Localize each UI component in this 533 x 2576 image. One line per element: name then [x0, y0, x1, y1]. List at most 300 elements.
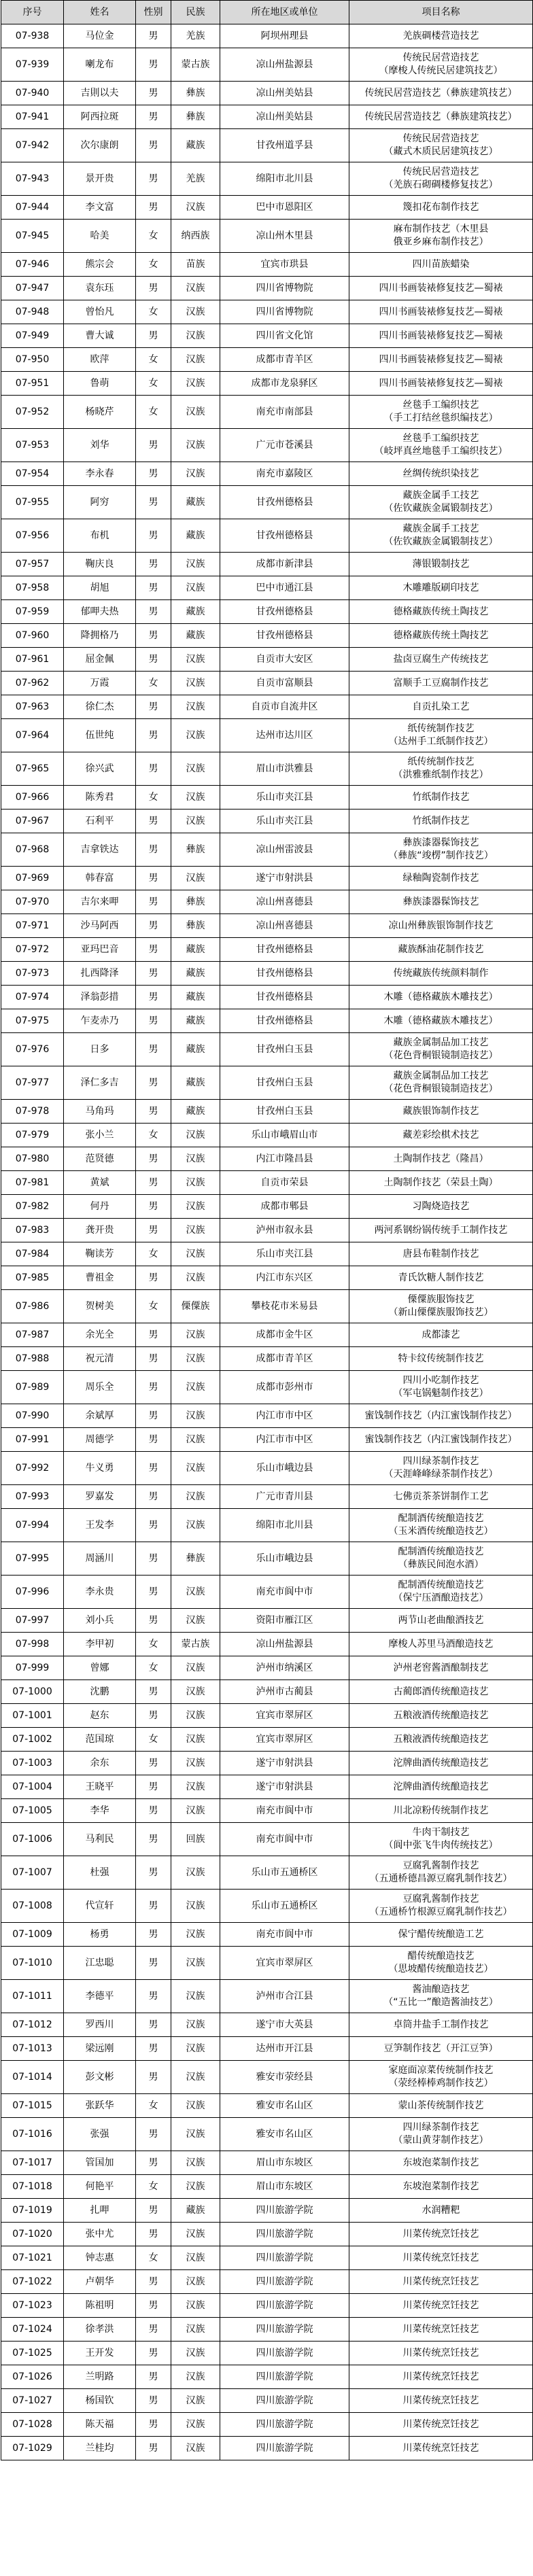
project-cell: 五粮液酒传统酿造技艺: [349, 1704, 533, 1728]
region-cell: 巴中市通江县: [220, 576, 349, 600]
ethnicity-cell: 汉族: [171, 2365, 220, 2389]
serial-cell: 07-999: [1, 1656, 64, 1680]
serial-cell: 07-943: [1, 162, 64, 196]
ethnicity-cell: 汉族: [171, 1452, 220, 1485]
project-cell: 德格藏族传统土陶技艺: [349, 600, 533, 624]
name-cell: 马位金: [64, 24, 136, 48]
table-row: [1, 1147, 533, 1171]
region-cell: 乐山市峨眉山市: [220, 1124, 349, 1147]
ethnicity-cell: 汉族: [171, 2389, 220, 2413]
table-row: [1, 867, 533, 890]
table-row: [1, 48, 533, 82]
project-cell: 川菜传统烹饪技艺: [349, 2318, 533, 2342]
project-cell: 两节山老曲酿酒技艺: [349, 1609, 533, 1633]
name-cell: 王发李: [64, 1509, 136, 1542]
gender-cell: 男: [136, 1452, 171, 1485]
ethnicity-cell: 汉族: [171, 1242, 220, 1266]
ethnicity-cell: 汉族: [171, 2246, 220, 2270]
gender-cell: 女: [136, 372, 171, 396]
project-cell: 四川书画装裱修复技艺—蜀裱: [349, 348, 533, 372]
name-cell: 曹大诚: [64, 324, 136, 348]
name-cell: 马角玛: [64, 1100, 136, 1124]
name-cell: 杜强: [64, 1856, 136, 1890]
table-row: [1, 1633, 533, 1656]
serial-cell: 07-1020: [1, 2223, 64, 2246]
serial-cell: 07-1029: [1, 2437, 64, 2460]
ethnicity-cell: 汉族: [171, 1323, 220, 1347]
serial-cell: 07-1022: [1, 2270, 64, 2294]
region-cell: 眉山市东坡区: [220, 2151, 349, 2175]
name-cell: 亚玛巴音: [64, 938, 136, 962]
project-cell: 水润糟粑: [349, 2199, 533, 2223]
project-cell: 土陶制作技艺（隆昌）: [349, 1147, 533, 1171]
name-cell: 祝元清: [64, 1347, 136, 1371]
region-cell: 宜宾市翠屏区: [220, 1728, 349, 1752]
ethnicity-cell: 汉族: [171, 2118, 220, 2151]
region-cell: 自贡市大安区: [220, 648, 349, 672]
gender-cell: 男: [136, 2365, 171, 2389]
name-cell: 阿西拉斑: [64, 105, 136, 129]
serial-cell: 07-985: [1, 1266, 64, 1290]
name-cell: 陈秀君: [64, 786, 136, 810]
inheritor-table: [1, 0, 533, 2460]
gender-cell: 男: [136, 1947, 171, 1980]
serial-cell: 07-991: [1, 1428, 64, 1452]
project-cell: 丝毯手工编织技艺 （岐坪真丝地毯手工编织技艺）: [349, 429, 533, 462]
ethnicity-cell: 汉族: [171, 648, 220, 672]
ethnicity-cell: 羌族: [171, 162, 220, 196]
gender-cell: 男: [136, 810, 171, 833]
table-row: [1, 1033, 533, 1066]
table-row: [1, 1728, 533, 1752]
region-cell: 南充市阆中市: [220, 1576, 349, 1609]
region-cell: 内江市市中区: [220, 1404, 349, 1428]
project-cell: 藏族银饰制作技艺: [349, 1100, 533, 1124]
gender-cell: 男: [136, 986, 171, 1009]
gender-cell: 女: [136, 348, 171, 372]
project-cell: 羌族碉楼营造技艺: [349, 24, 533, 48]
name-cell: 江忠聪: [64, 1947, 136, 1980]
region-cell: 乐山市夹江县: [220, 786, 349, 810]
serial-cell: 07-951: [1, 372, 64, 396]
name-cell: 吉拿铁达: [64, 833, 136, 867]
table-row: [1, 462, 533, 486]
region-cell: 甘孜州白玉县: [220, 1066, 349, 1100]
name-cell: 赵东: [64, 1704, 136, 1728]
region-cell: 雅安市荥经县: [220, 2061, 349, 2094]
project-cell: 藏族金属制品加工技艺 （花色背桐银镜制造技艺）: [349, 1066, 533, 1100]
region-cell: 达州市达川区: [220, 719, 349, 752]
ethnicity-cell: 汉族: [171, 348, 220, 372]
serial-cell: 07-994: [1, 1509, 64, 1542]
project-cell: 木雕雕版刷印技艺: [349, 576, 533, 600]
table-row: [1, 24, 533, 48]
project-cell: 薄银锻制技艺: [349, 553, 533, 576]
name-cell: 余光全: [64, 1323, 136, 1347]
project-cell: 土陶制作技艺（荣县土陶）: [349, 1171, 533, 1195]
name-cell: 陈天福: [64, 2413, 136, 2437]
table-row: [1, 1775, 533, 1799]
project-cell: 竹纸制作技艺: [349, 786, 533, 810]
name-cell: 鲁萌: [64, 372, 136, 396]
region-cell: 南充市南部县: [220, 396, 349, 429]
name-cell: 马利民: [64, 1823, 136, 1856]
name-cell: 降拥格乃: [64, 624, 136, 648]
table-row: [1, 277, 533, 300]
ethnicity-cell: 汉族: [171, 2342, 220, 2365]
serial-cell: 07-1019: [1, 2199, 64, 2223]
gender-cell: 男: [136, 833, 171, 867]
region-cell: 四川省博物院: [220, 300, 349, 324]
name-cell: 何丹: [64, 1195, 136, 1219]
gender-cell: 男: [136, 1823, 171, 1856]
ethnicity-cell: 汉族: [171, 1509, 220, 1542]
name-cell: 鞠读芳: [64, 1242, 136, 1266]
name-cell: 王晓平: [64, 1775, 136, 1799]
project-cell: 蜜饯制作技艺（内江蜜饯制作技艺）: [349, 1404, 533, 1428]
table-row: [1, 2061, 533, 2094]
ethnicity-cell: 汉族: [171, 2318, 220, 2342]
name-cell: 范国琼: [64, 1728, 136, 1752]
project-cell: 藏族金属手工技艺 （佐钦藏族金属锻制技艺）: [349, 519, 533, 553]
name-cell: 余东: [64, 1752, 136, 1775]
gender-cell: 女: [136, 672, 171, 695]
table-row: [1, 1124, 533, 1147]
table-row: [1, 1452, 533, 1485]
project-cell: 传统民居营造技艺（彝族建筑技艺）: [349, 82, 533, 105]
ethnicity-cell: 汉族: [171, 1219, 220, 1242]
project-cell: 牛肉干制技艺 （阆中张飞牛肉传统技艺）: [349, 1823, 533, 1856]
table-row: [1, 2151, 533, 2175]
project-cell: 川菜传统烹饪技艺: [349, 2437, 533, 2460]
serial-cell: 07-957: [1, 553, 64, 576]
table-row: [1, 2013, 533, 2037]
gender-cell: 男: [136, 1266, 171, 1290]
gender-cell: 男: [136, 129, 171, 162]
gender-cell: 男: [136, 1371, 171, 1404]
project-cell: 东坡泡菜制作技艺: [349, 2175, 533, 2199]
gender-cell: 男: [136, 576, 171, 600]
ethnicity-cell: 汉族: [171, 1171, 220, 1195]
table-row: [1, 2199, 533, 2223]
project-cell: 藏差彩绘棋术技艺: [349, 1124, 533, 1147]
ethnicity-cell: 汉族: [171, 2037, 220, 2061]
ethnicity-cell: 汉族: [171, 2175, 220, 2199]
name-cell: 彭文彬: [64, 2061, 136, 2094]
serial-cell: 07-964: [1, 719, 64, 752]
header-name: 姓名: [64, 1, 136, 24]
serial-cell: 07-963: [1, 695, 64, 719]
gender-cell: 男: [136, 890, 171, 914]
name-cell: 泽翁彭措: [64, 986, 136, 1009]
region-cell: 四川省文化馆: [220, 324, 349, 348]
gender-cell: 男: [136, 1856, 171, 1890]
gender-cell: 男: [136, 719, 171, 752]
region-cell: 四川旅游学院: [220, 2318, 349, 2342]
name-cell: 梁远刚: [64, 2037, 136, 2061]
region-cell: 四川旅游学院: [220, 2199, 349, 2223]
ethnicity-cell: 汉族: [171, 1752, 220, 1775]
project-cell: 习陶烧造技艺: [349, 1195, 533, 1219]
ethnicity-cell: 汉族: [171, 1704, 220, 1728]
gender-cell: 男: [136, 82, 171, 105]
project-cell: 木雕（德格藏族木雕技艺）: [349, 1009, 533, 1033]
region-cell: 四川旅游学院: [220, 2365, 349, 2389]
region-cell: 四川旅游学院: [220, 2294, 349, 2318]
serial-cell: 07-1024: [1, 2318, 64, 2342]
table-row: [1, 1195, 533, 1219]
project-cell: 藏族金属制品加工技艺 （花色背桐银镜制造技艺）: [349, 1033, 533, 1066]
ethnicity-cell: 汉族: [171, 1947, 220, 1980]
gender-cell: 女: [136, 1124, 171, 1147]
region-cell: 四川旅游学院: [220, 2413, 349, 2437]
gender-cell: 男: [136, 1542, 171, 1576]
gender-cell: 男: [136, 1033, 171, 1066]
project-cell: 篾扣花布制作技艺: [349, 196, 533, 220]
name-cell: 沙马阿西: [64, 914, 136, 938]
ethnicity-cell: 藏族: [171, 938, 220, 962]
region-cell: 甘孜州白玉县: [220, 1033, 349, 1066]
gender-cell: 女: [136, 2094, 171, 2118]
ethnicity-cell: 藏族: [171, 624, 220, 648]
serial-cell: 07-966: [1, 786, 64, 810]
table-row: [1, 1428, 533, 1452]
gender-cell: 女: [136, 1290, 171, 1323]
region-cell: 阿坝州理县: [220, 24, 349, 48]
gender-cell: 男: [136, 2151, 171, 2175]
name-cell: 刘华: [64, 429, 136, 462]
table-row: [1, 1799, 533, 1823]
serial-cell: 07-1001: [1, 1704, 64, 1728]
serial-cell: 07-942: [1, 129, 64, 162]
gender-cell: 男: [136, 1009, 171, 1033]
name-cell: 乍麦赤乃: [64, 1009, 136, 1033]
name-cell: 刘小兵: [64, 1609, 136, 1633]
gender-cell: 男: [136, 324, 171, 348]
serial-cell: 07-1016: [1, 2118, 64, 2151]
project-cell: 凉山州彝族银饰制作技艺: [349, 914, 533, 938]
serial-cell: 07-998: [1, 1633, 64, 1656]
region-cell: 遂宁市大英县: [220, 2013, 349, 2037]
name-cell: 屈金佩: [64, 648, 136, 672]
region-cell: 宜宾市珙县: [220, 253, 349, 277]
ethnicity-cell: 汉族: [171, 695, 220, 719]
name-cell: 吉則以夫: [64, 82, 136, 105]
table-row: [1, 2118, 533, 2151]
region-cell: 凉山州喜德县: [220, 890, 349, 914]
table-row: [1, 1542, 533, 1576]
gender-cell: 男: [136, 162, 171, 196]
ethnicity-cell: 汉族: [171, 462, 220, 486]
project-cell: 丝绸传统织染技艺: [349, 462, 533, 486]
table-row: [1, 220, 533, 253]
project-cell: 蜜饯制作技艺（内江蜜饯制作技艺）: [349, 1428, 533, 1452]
region-cell: 内江市东兴区: [220, 1266, 349, 1290]
gender-cell: 男: [136, 1219, 171, 1242]
serial-cell: 07-939: [1, 48, 64, 82]
name-cell: 杨勇: [64, 1923, 136, 1947]
serial-cell: 07-949: [1, 324, 64, 348]
gender-cell: 女: [136, 786, 171, 810]
project-cell: 家庭面凉菜传统制作技艺 （荥经棒棒鸡制作技艺）: [349, 2061, 533, 2094]
name-cell: 张跃华: [64, 2094, 136, 2118]
name-cell: 布机: [64, 519, 136, 553]
ethnicity-cell: 彝族: [171, 833, 220, 867]
table-row: [1, 396, 533, 429]
project-cell: 川北凉粉传统制作技艺: [349, 1799, 533, 1823]
name-cell: 郁呷夫热: [64, 600, 136, 624]
table-row: [1, 2223, 533, 2246]
region-cell: 遂宁市射洪县: [220, 1775, 349, 1799]
region-cell: 巴中市恩阳区: [220, 196, 349, 220]
name-cell: 李永贵: [64, 1576, 136, 1609]
gender-cell: 男: [136, 2270, 171, 2294]
project-cell: 川菜传统烹饪技艺: [349, 2365, 533, 2389]
region-cell: 眉山市东坡区: [220, 2175, 349, 2199]
table-row: [1, 2365, 533, 2389]
table-row: [1, 2175, 533, 2199]
region-cell: 凉山州雷波县: [220, 833, 349, 867]
serial-cell: 07-1004: [1, 1775, 64, 1799]
name-cell: 余斌厚: [64, 1404, 136, 1428]
project-cell: 摩梭人苏里马酒酿造技艺: [349, 1633, 533, 1656]
project-cell: 纸传统制作技艺 （达州手工纸制作技艺）: [349, 719, 533, 752]
gender-cell: 男: [136, 1752, 171, 1775]
table-row: [1, 1371, 533, 1404]
serial-cell: 07-1008: [1, 1890, 64, 1923]
ethnicity-cell: 汉族: [171, 2061, 220, 2094]
serial-cell: 07-1005: [1, 1799, 64, 1823]
project-cell: 传统民居营造技艺 （藏式木质民居建筑技艺）: [349, 129, 533, 162]
region-cell: 甘孜州道孚县: [220, 129, 349, 162]
project-cell: 盐卤豆腐生产传统技艺: [349, 648, 533, 672]
gender-cell: 男: [136, 1147, 171, 1171]
region-cell: 眉山市洪雅县: [220, 752, 349, 786]
table-row: [1, 2437, 533, 2460]
project-cell: 成都漆艺: [349, 1323, 533, 1347]
ethnicity-cell: 汉族: [171, 576, 220, 600]
name-cell: 卢朝华: [64, 2270, 136, 2294]
name-cell: 次尔康朗: [64, 129, 136, 162]
project-cell: 传统民居营造技艺 （羌族石砌碉楼修复技艺）: [349, 162, 533, 196]
ethnicity-cell: 藏族: [171, 962, 220, 986]
region-cell: 四川旅游学院: [220, 2342, 349, 2365]
header-row: [1, 1, 533, 24]
gender-cell: 男: [136, 914, 171, 938]
region-cell: 乐山市峨边县: [220, 1542, 349, 1576]
gender-cell: 男: [136, 24, 171, 48]
serial-cell: 07-988: [1, 1347, 64, 1371]
table-row: [1, 890, 533, 914]
ethnicity-cell: 纳西族: [171, 220, 220, 253]
ethnicity-cell: 汉族: [171, 300, 220, 324]
gender-cell: 男: [136, 1576, 171, 1609]
project-cell: 豆腐乳酱制作技艺 （五通桥竹根源豆腐乳制作技艺）: [349, 1890, 533, 1923]
project-cell: 配制酒传统酿造技艺 （彝族民间泡水酒）: [349, 1542, 533, 1576]
project-cell: 川菜传统烹饪技艺: [349, 2389, 533, 2413]
table-row: [1, 1066, 533, 1100]
project-cell: 川菜传统烹饪技艺: [349, 2270, 533, 2294]
table-row: [1, 253, 533, 277]
region-cell: 四川旅游学院: [220, 2389, 349, 2413]
region-cell: 四川旅游学院: [220, 2223, 349, 2246]
gender-cell: 男: [136, 867, 171, 890]
table-row: [1, 695, 533, 719]
serial-cell: 07-945: [1, 220, 64, 253]
region-cell: 成都市青羊区: [220, 1347, 349, 1371]
serial-cell: 07-944: [1, 196, 64, 220]
region-cell: 自贡市自流井区: [220, 695, 349, 719]
table-row: [1, 1242, 533, 1266]
serial-cell: 07-976: [1, 1033, 64, 1066]
name-cell: 代宣轩: [64, 1890, 136, 1923]
project-cell: 古蔺郎酒传统酿造技艺: [349, 1680, 533, 1704]
gender-cell: 男: [136, 695, 171, 719]
ethnicity-cell: 藏族: [171, 1066, 220, 1100]
table-row: [1, 324, 533, 348]
table-row: [1, 833, 533, 867]
ethnicity-cell: 蒙古族: [171, 48, 220, 82]
project-cell: 川菜传统烹饪技艺: [349, 2246, 533, 2270]
serial-cell: 07-961: [1, 648, 64, 672]
ethnicity-cell: 汉族: [171, 277, 220, 300]
region-cell: 凉山州美姑县: [220, 82, 349, 105]
name-cell: 范贤德: [64, 1147, 136, 1171]
name-cell: 袁东珏: [64, 277, 136, 300]
header-ethnicity: 民族: [171, 1, 220, 24]
serial-cell: 07-959: [1, 600, 64, 624]
serial-cell: 07-1010: [1, 1947, 64, 1980]
gender-cell: 男: [136, 1100, 171, 1124]
table-row: [1, 1656, 533, 1680]
ethnicity-cell: 汉族: [171, 396, 220, 429]
gender-cell: 男: [136, 1428, 171, 1452]
name-cell: 罗西川: [64, 2013, 136, 2037]
region-cell: 内江市隆昌县: [220, 1147, 349, 1171]
name-cell: 徐孝洪: [64, 2318, 136, 2342]
ethnicity-cell: 藏族: [171, 986, 220, 1009]
ethnicity-cell: 汉族: [171, 786, 220, 810]
table-row: [1, 196, 533, 220]
table-row: [1, 519, 533, 553]
gender-cell: 男: [136, 2199, 171, 2223]
table-row: [1, 1609, 533, 1633]
gender-cell: 男: [136, 2061, 171, 2094]
ethnicity-cell: 汉族: [171, 1609, 220, 1633]
project-cell: 彝族漆器髹饰技艺: [349, 890, 533, 914]
ethnicity-cell: 汉族: [171, 672, 220, 695]
serial-cell: 07-989: [1, 1371, 64, 1404]
gender-cell: 男: [136, 277, 171, 300]
table-row: [1, 553, 533, 576]
serial-cell: 07-1002: [1, 1728, 64, 1752]
project-cell: 沱牌曲酒传统酿造技艺: [349, 1752, 533, 1775]
region-cell: 广元市青川县: [220, 1485, 349, 1509]
table-row: [1, 719, 533, 752]
region-cell: 南充市阆中市: [220, 1923, 349, 1947]
region-cell: 自贡市荣县: [220, 1171, 349, 1195]
gender-cell: 男: [136, 1680, 171, 1704]
ethnicity-cell: 汉族: [171, 1371, 220, 1404]
serial-cell: 07-1000: [1, 1680, 64, 1704]
table-row: [1, 986, 533, 1009]
project-cell: 藏族金属手工技艺 （佐钦藏族金属锻制技艺）: [349, 486, 533, 519]
ethnicity-cell: 汉族: [171, 372, 220, 396]
gender-cell: 男: [136, 1404, 171, 1428]
ethnicity-cell: 汉族: [171, 1775, 220, 1799]
gender-cell: 女: [136, 396, 171, 429]
ethnicity-cell: 傈僳族: [171, 1290, 220, 1323]
